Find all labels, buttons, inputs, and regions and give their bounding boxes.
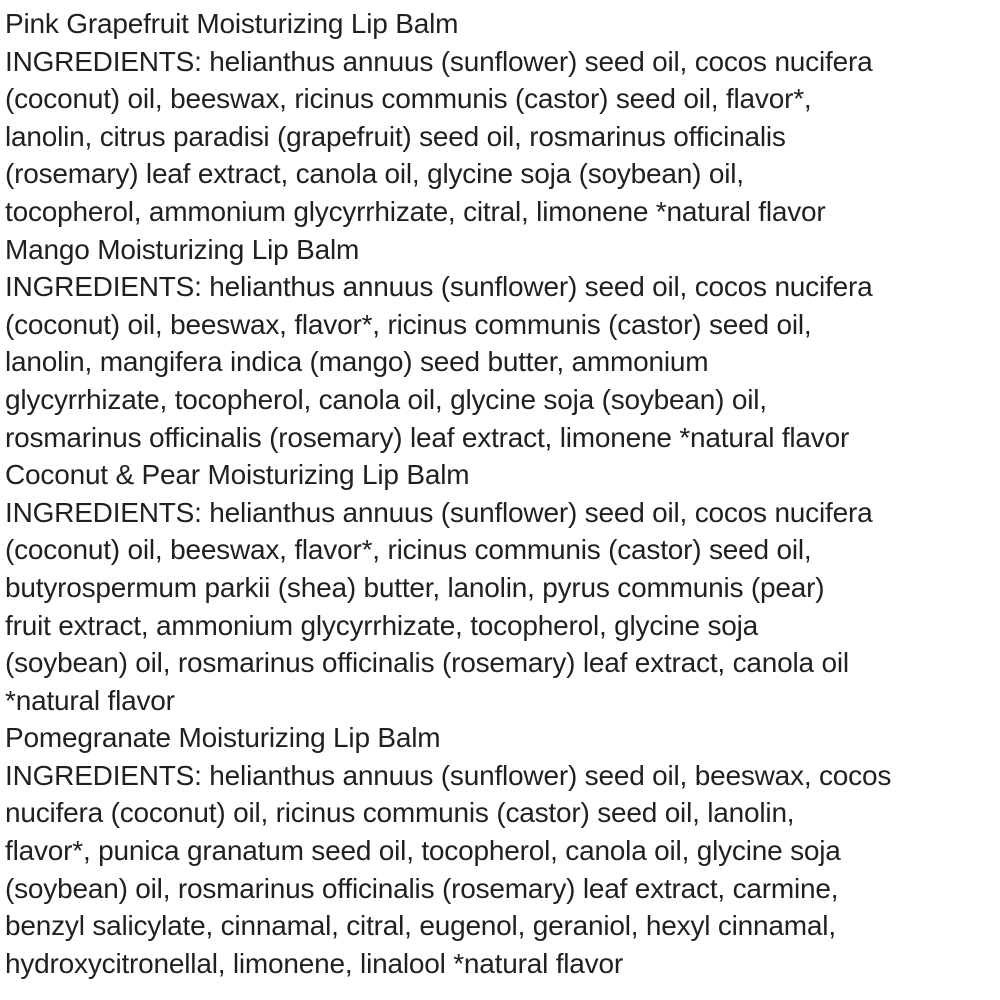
ingredients-line: glycyrrhizate, tocopherol, canola oil, glycine soja (soybean) oil, [5,383,767,415]
product-section-pink-grapefruit [5,5,1000,231]
ingredients-line: (coconut) oil, beeswax, ricinus communis (castor) seed oil, flavor*, [5,83,812,115]
ingredients-line: INGREDIENTS: helianthus annuus (sunflower) seed oil, beeswax, cocos [5,759,892,791]
product-section-coconut-pear [5,456,1000,719]
ingredients-line: (soybean) oil, rosmarinus officinalis (rosemary) leaf extract, carmine, [5,872,839,904]
product-name: Coconut & Pear Moisturizing Lip Balm [5,459,470,491]
ingredients-line: (coconut) oil, beeswax, flavor*, ricinus communis (castor) seed oil, [5,534,812,566]
ingredients-line: tocopherol, ammonium glycyrrhizate, citral, limonene *natural flavor [5,195,826,227]
ingredients-line: butyrospermum parkii (shea) butter, lanolin, pyrus communis (pear) [5,571,825,603]
ingredients-line: lanolin, citrus paradisi (grapefruit) seed oil, rosmarinus officinalis [5,120,786,152]
ingredients-line: (rosemary) leaf extract, canola oil, glycine soja (soybean) oil, [5,158,744,190]
ingredients-line: flavor*, punica granatum seed oil, tocopherol, canola oil, glycine soja [5,835,841,867]
ingredients-line: benzyl salicylate, cinnamal, citral, eugenol, geraniol, hexyl cinnamal, [5,910,836,942]
ingredients-line: *natural flavor [5,684,175,716]
product-section-mango [5,231,1000,457]
ingredients-line: INGREDIENTS: helianthus annuus (sunflower) seed oil, cocos nucifera [5,271,873,303]
ingredient-label-document [5,5,1000,982]
ingredients-line: lanolin, mangifera indica (mango) seed butter, ammonium [5,346,709,378]
product-name: Mango Moisturizing Lip Balm [5,233,360,265]
ingredients-line: INGREDIENTS: helianthus annuus (sunflower) seed oil, cocos nucifera [5,496,873,528]
product-name: Pink Grapefruit Moisturizing Lip Balm [5,8,459,39]
ingredients-line: rosmarinus officinalis (rosemary) leaf extract, limonene *natural flavor [5,421,850,453]
product-name: Pomegranate Moisturizing Lip Balm [5,722,441,754]
ingredients-line: fruit extract, ammonium glycyrrhizate, tocopherol, glycine soja [5,609,759,641]
product-section-pomegranate [5,719,1000,982]
ingredients-line: nucifera (coconut) oil, ricinus communis (castor) seed oil, lanolin, [5,797,795,829]
ingredients-line: (coconut) oil, beeswax, flavor*, ricinus communis (castor) seed oil, [5,308,812,340]
ingredients-line: hydroxycitronellal, limonene, linalool *natural flavor [5,947,623,979]
ingredients-line: INGREDIENTS: helianthus annuus (sunflower) seed oil, cocos nucifera [5,45,873,77]
ingredients-line: (soybean) oil, rosmarinus officinalis (rosemary) leaf extract, canola oil [5,647,849,679]
